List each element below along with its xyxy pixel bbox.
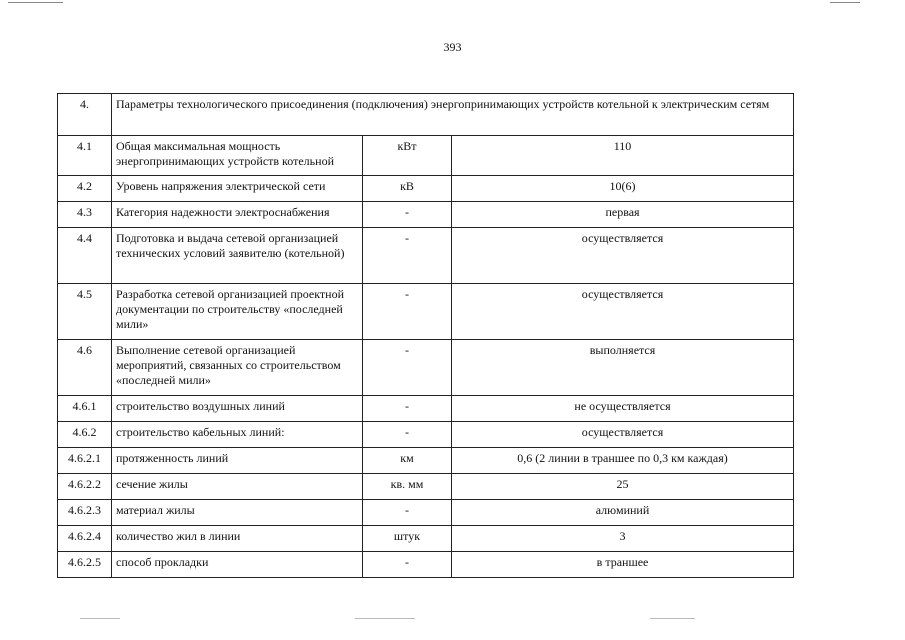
row-value: осуществляется [452, 228, 794, 284]
row-number: 4.6.2.1 [58, 448, 112, 474]
table-row [58, 396, 794, 422]
row-value: не осуществляется [452, 396, 794, 422]
row-name: материал жилы [112, 500, 363, 526]
table-row [58, 202, 794, 228]
table-row [58, 500, 794, 526]
section-title: Параметры технологического присоединения (подключения) энергопринимающих устройств котельной к электрическим сетям [112, 94, 794, 136]
row-number: 4.6.2.5 [58, 552, 112, 578]
row-unit: - [363, 552, 452, 578]
row-number: 4.6.2 [58, 422, 112, 448]
row-name: Общая максимальная мощность энергопринимающих устройств котельной [112, 136, 363, 176]
section-number: 4. [58, 94, 112, 136]
row-number: 4.4 [58, 228, 112, 284]
row-unit: - [363, 340, 452, 396]
row-unit: - [363, 500, 452, 526]
table-row [58, 552, 794, 578]
row-unit: - [363, 202, 452, 228]
row-name: Категория надежности электроснабжения [112, 202, 363, 228]
row-value: 10(6) [452, 176, 794, 202]
section-header-row [58, 94, 794, 136]
table-row [58, 340, 794, 396]
table-row [58, 474, 794, 500]
row-unit: кВт [363, 136, 452, 176]
row-number: 4.3 [58, 202, 112, 228]
row-number: 4.6.2.3 [58, 500, 112, 526]
row-value: осуществляется [452, 284, 794, 340]
scan-mark-top-right [830, 2, 860, 3]
row-name: способ прокладки [112, 552, 363, 578]
row-number: 4.6.2.2 [58, 474, 112, 500]
row-number: 4.6.2.4 [58, 526, 112, 552]
row-name: строительство кабельных линий: [112, 422, 363, 448]
row-name: Выполнение сетевой организацией мероприятий, связанных со строительством «последней мили» [112, 340, 363, 396]
row-unit: км [363, 448, 452, 474]
row-number: 4.6 [58, 340, 112, 396]
scan-mark-bottom-right [650, 618, 695, 619]
scan-mark-top-left [8, 2, 63, 3]
table-row [58, 448, 794, 474]
row-name: Разработка сетевой организацией проектной документации по строительству «последней мили» [112, 284, 363, 340]
table-row [58, 422, 794, 448]
row-name: сечение жилы [112, 474, 363, 500]
row-number: 4.1 [58, 136, 112, 176]
scan-mark-bottom-left [80, 618, 120, 619]
row-unit: кв. мм [363, 474, 452, 500]
row-name: строительство воздушных линий [112, 396, 363, 422]
table-row [58, 176, 794, 202]
row-number: 4.2 [58, 176, 112, 202]
row-value: алюминий [452, 500, 794, 526]
table-row [58, 284, 794, 340]
parameters-table [57, 93, 794, 578]
scan-mark-bottom-center [355, 618, 415, 619]
page-number: 393 [443, 40, 462, 54]
row-unit: - [363, 396, 452, 422]
row-unit: штук [363, 526, 452, 552]
table-row [58, 136, 794, 176]
row-name: количество жил в линии [112, 526, 363, 552]
row-value: 0,6 (2 линии в траншее по 0,3 км каждая) [452, 448, 794, 474]
row-value: осуществляется [452, 422, 794, 448]
row-value: выполняется [452, 340, 794, 396]
row-value: 110 [452, 136, 794, 176]
row-unit: кВ [363, 176, 452, 202]
row-number: 4.6.1 [58, 396, 112, 422]
row-value: первая [452, 202, 794, 228]
row-number: 4.5 [58, 284, 112, 340]
table-row [58, 526, 794, 552]
row-name: протяженность линий [112, 448, 363, 474]
row-name: Подготовка и выдача сетевой организацией технических условий заявителю (котельной) [112, 228, 363, 284]
row-unit: - [363, 228, 452, 284]
row-value: в траншее [452, 552, 794, 578]
row-value: 3 [452, 526, 794, 552]
row-name: Уровень напряжения электрической сети [112, 176, 363, 202]
row-unit: - [363, 284, 452, 340]
row-value: 25 [452, 474, 794, 500]
row-unit: - [363, 422, 452, 448]
table-row [58, 228, 794, 284]
